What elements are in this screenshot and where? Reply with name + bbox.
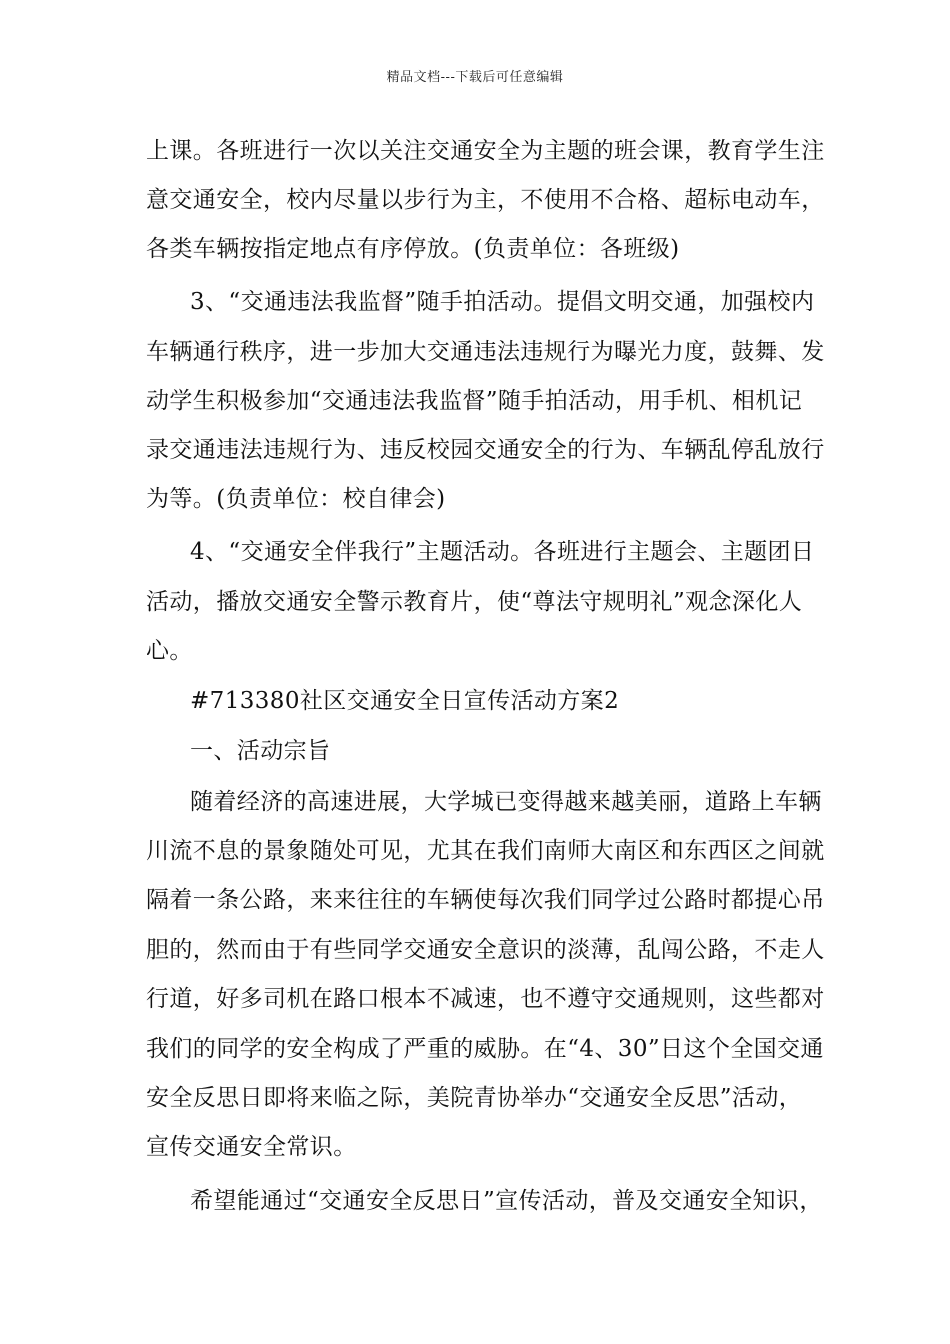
text-line: 意交通安全，校内尽量以步行为主，不使用不合格、超标电动车， bbox=[146, 187, 825, 213]
text-line: 希望能通过“交通安全反思日”宣传活动，普及交通安全知识， bbox=[190, 1188, 823, 1214]
text-line: 隔着一条公路，来来往往的车辆使每次我们同学过公路时都提心吊 bbox=[146, 887, 825, 913]
page-header: 精品文档---下载后可任意编辑 bbox=[386, 70, 564, 85]
text-line: 车辆通行秩序，进一步加大交通违法违规行为曝光力度，鼓舞、发 bbox=[146, 339, 825, 365]
text-line: 胆的，然而由于有些同学交通安全意识的淡薄，乱闯公路，不走人 bbox=[146, 937, 825, 963]
section-title: #713380社区交通安全日宣传活动方案2 bbox=[190, 688, 620, 714]
section-heading: 一、活动宗旨 bbox=[190, 738, 331, 764]
text-line: 川流不息的景象随处可见，尤其在我们南师大南区和东西区之间就 bbox=[146, 838, 825, 864]
text-line: 4、“交通安全伴我行”主题活动。各班进行主题会、主题团日 bbox=[190, 539, 815, 565]
text-line: 活动，播放交通安全警示教育片，使“尊法守规明礼”观念深化人 bbox=[146, 589, 803, 615]
text-line: 上课。各班进行一次以关注交通安全为主题的班会课，教育学生注 bbox=[146, 138, 825, 164]
text-line: 心。 bbox=[146, 638, 193, 664]
text-line: 3、“交通违法我监督”随手拍活动。提倡文明交通，加强校内 bbox=[190, 289, 815, 315]
text-line: 行道，好多司机在路口根本不减速，也不遵守交通规则，这些都对 bbox=[146, 986, 825, 1012]
text-line: 安全反思日即将来临之际，美院青协举办“交通安全反思”活动， bbox=[146, 1085, 803, 1111]
text-line: 各类车辆按指定地点有序停放。(负责单位：各班级) bbox=[146, 236, 680, 262]
text-line: 随着经济的高速进展，大学城已变得越来越美丽，道路上车辆 bbox=[190, 789, 822, 815]
text-line: 宣传交通安全常识。 bbox=[146, 1134, 357, 1160]
text-line: 我们的同学的安全构成了严重的威胁。在“4、30”日这个全国交通 bbox=[146, 1036, 824, 1062]
text-line: 为等。(负责单位：校自律会) bbox=[146, 486, 446, 512]
text-line: 动学生积极参加“交通违法我监督”随手拍活动，用手机、相机记 bbox=[146, 388, 803, 414]
text-line: 录交通违法违规行为、违反校园交通安全的行为、车辆乱停乱放行 bbox=[146, 437, 825, 463]
